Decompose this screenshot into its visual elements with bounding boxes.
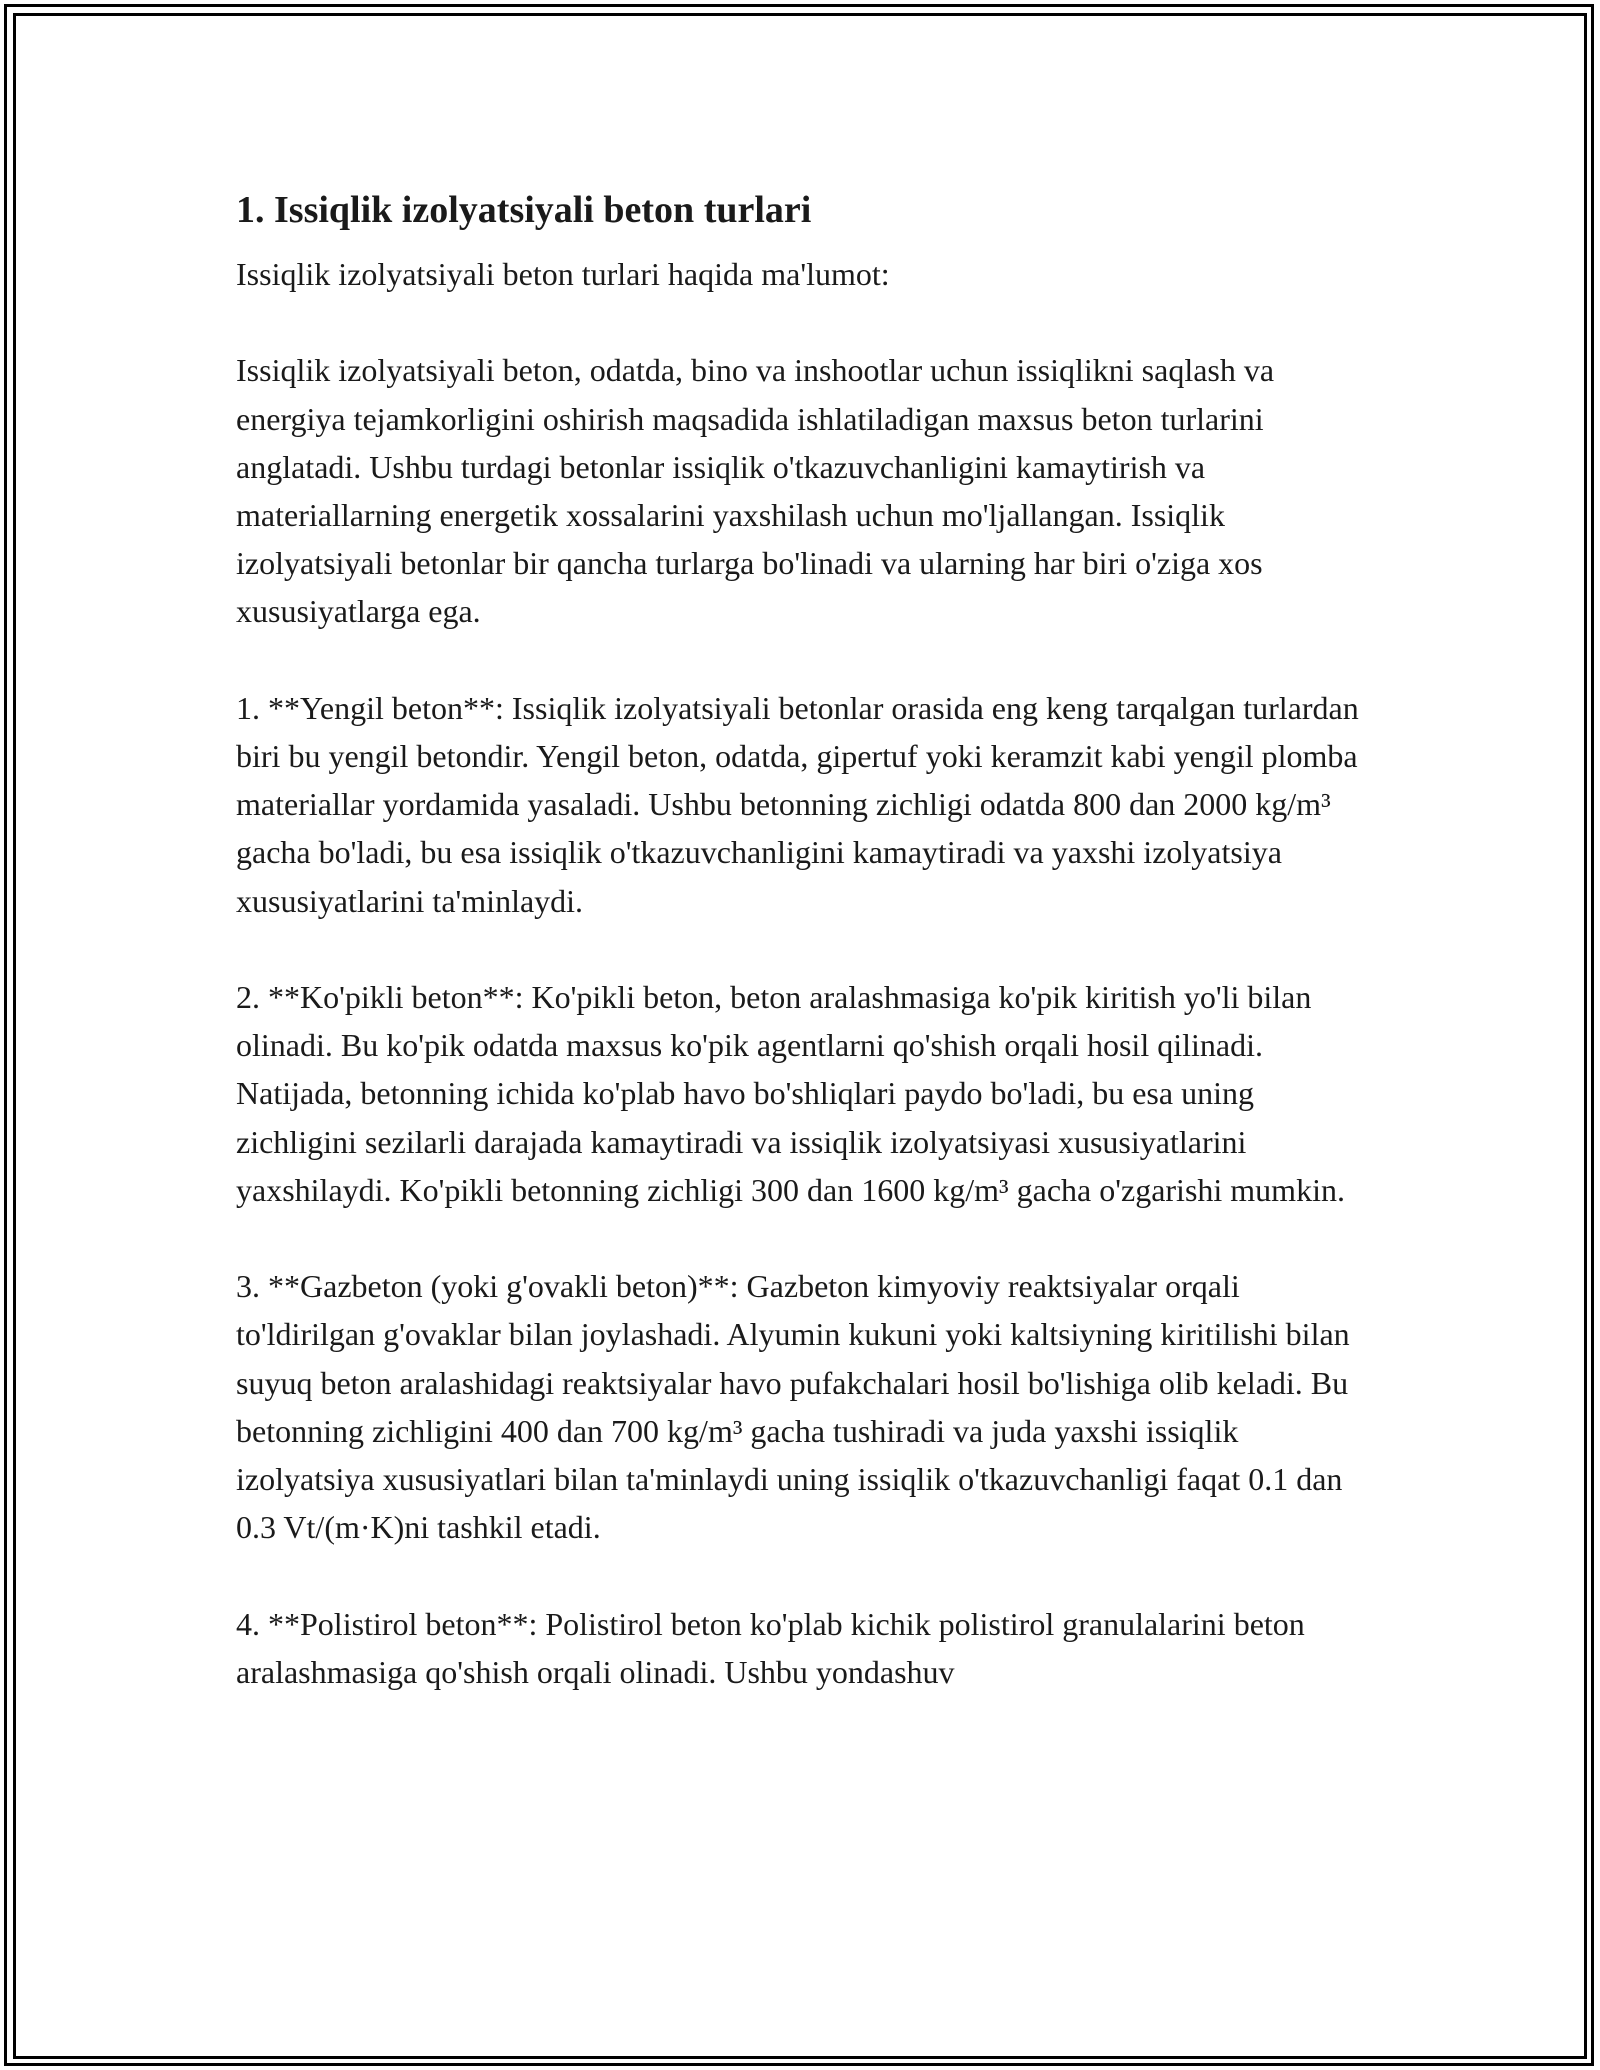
- document-body: [236, 180, 1366, 1744]
- item-polistirol-beton: 4. **Polistirol beton**: Polistirol beton ko'plab kichik polistirol granulalarini beton aralashmasiga qo'shish orqali olinadi. Ushbu yondashuv: [236, 1605, 1305, 1690]
- intro-paragraph: Issiqlik izolyatsiyali beton turlari haqida ma'lumot:: [236, 256, 890, 292]
- item-yengil-beton: 1. **Yengil beton**: Issiqlik izolyatsiyali betonlar orasida eng keng tarqalgan turlardan biri bu yengil betondir. Yengil beton, odatda, gipertuf yoki keramzit kabi yengil plomba materiallar yordamida yasaladi. Ushbu betonning zichligi odatda 800 dan 2000 kg/m³ gacha bo'ladi, bu esa issiqlik o'tkazuvchanligini kamaytiradi va yaxshi izolyatsiya xususiyatlarini ta'minlaydi.: [236, 689, 1359, 919]
- item-gazbeton: 3. **Gazbeton (yoki g'ovakli beton)**: Gazbeton kimyoviy reaktsiyalar orqali to'ldirilgan g'ovaklar bilan joylashadi. Alyumin kukuni yoki kaltsiyning kiritilishi bilan suyuq beton aralashidagi reaktsiyalar havo pufakchalari hosil bo'lishiga olib keladi. Bu betonning zichligini 400 dan 700 kg/m³ gacha tushiradi va juda yaxshi issiqlik izolyatsiya xususiyatlari bilan ta'minlaydi uning issiqlik o'tkazuvchanligi faqat 0.1 dan 0.3 Vt/(m·K)ni tashkil etadi.: [236, 1268, 1350, 1546]
- document-title: 1. Issiqlik izolyatsiyali beton turlari: [236, 189, 812, 231]
- overview-paragraph: Issiqlik izolyatsiyali beton, odatda, bino va inshootlar uchun issiqlikni saqlash va energiya tejamkorligini oshirish maqsadida ishlatiladigan maxsus beton turlarini anglatadi. Ushbu turdagi betonlar issiqlik o'tkazuvchanligini kamaytirish va materiallarning energetik xossalarini yaxshilash uchun mo'ljallangan. Issiqlik izolyatsiyali betonlar bir qancha turlarga bo'linadi va ularning har biri o'ziga xos xususiyatlarga ega.: [236, 352, 1275, 630]
- item-kopikli-beton: 2. **Ko'pikli beton**: Ko'pikli beton, beton aralashmasiga ko'pik kiritish yo'li bilan olinadi. Bu ko'pik odatda maxsus ko'pik agentlarni qo'shish orqali hosil qilinadi. Natijada, betonning ichida ko'plab havo bo'shliqlari paydo bo'ladi, bu esa uning zichligini sezilarli darajada kamaytiradi va issiqlik izolyatsiyasi xususiyatlarini yaxshilaydi. Ko'pikli betonning zichligi 300 dan 1600 kg/m³ gacha o'zgarishi mumkin.: [236, 979, 1345, 1208]
